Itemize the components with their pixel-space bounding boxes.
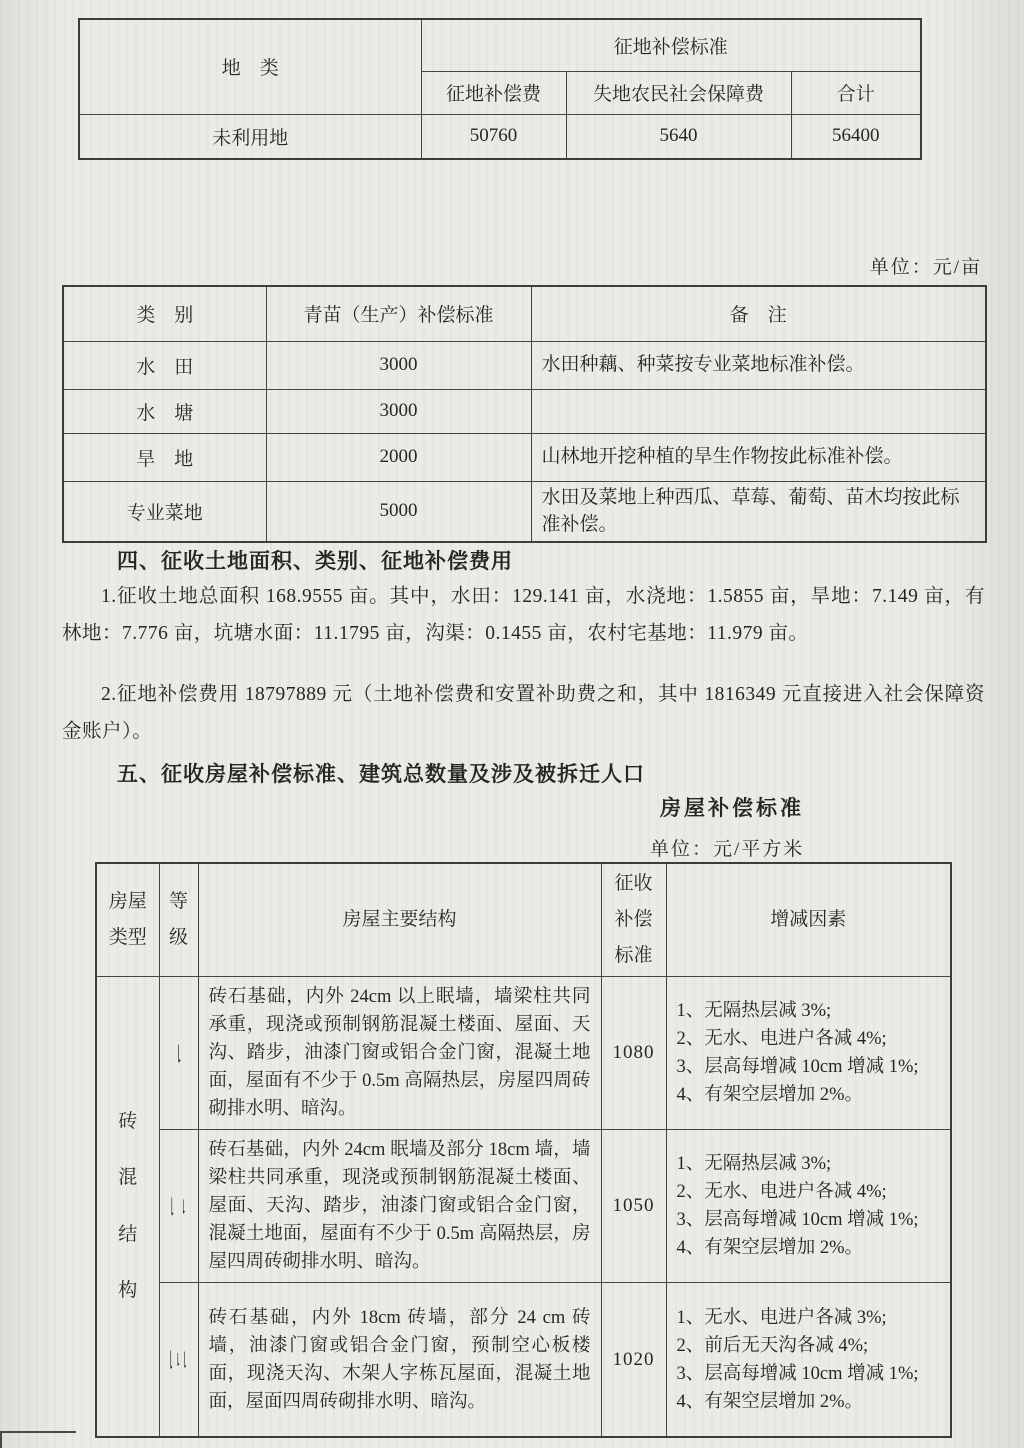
crop-standard-column-header: 青苗（生产）补偿标准: [266, 286, 531, 341]
house-type-cell: 砖混结构: [96, 977, 159, 1437]
category-cell: 水 塘: [63, 389, 266, 433]
land-type-cell: 未利用地: [79, 114, 421, 159]
crop-compensation-table: [62, 285, 987, 543]
standard-cell: 2000: [266, 433, 531, 481]
factor-item: 1、无隔热层减 3%;: [676, 1001, 832, 1022]
table-row: [63, 389, 986, 433]
table-row: [96, 1130, 951, 1283]
structure-column-header: 房屋主要结构: [198, 863, 601, 977]
table-row: [63, 341, 986, 389]
category-cell: 专业菜地: [63, 481, 266, 542]
grade-cell: 一: [159, 977, 198, 1130]
standard-cell: 3000: [266, 389, 531, 433]
standard-value-cell: 1050: [601, 1130, 666, 1283]
remark-cell: 水田及菜地上种西瓜、草莓、葡萄、苗木均按此标准补偿。: [531, 481, 986, 542]
table-row: [96, 977, 951, 1130]
land-type-header: 地 类: [79, 19, 421, 114]
standard-cell: 3000: [266, 341, 531, 389]
total-value-cell: 56400: [791, 114, 921, 159]
section-4-paragraph-2: 2.征地补偿费用 18797889 元（土地补偿费和安置补助费之和，其中 1816349 元直接进入社会保障资金账户）。: [62, 684, 985, 742]
grade-column-header: 等级: [159, 863, 198, 977]
house-compensation-subtitle: 房屋补偿标准: [660, 796, 804, 820]
factors-cell: [666, 1130, 951, 1283]
remark-cell: [531, 389, 986, 433]
remark-cell: 山林地开挖种植的旱生作物按此标准补偿。: [531, 433, 986, 481]
scan-artifact-line: [0, 1431, 76, 1433]
land-compensation-table: [78, 18, 922, 160]
category-cell: 旱 地: [63, 433, 266, 481]
table-row: [79, 19, 921, 71]
grade-cell: 三: [159, 1283, 198, 1437]
factor-item: 4、有架空层增加 2%。: [676, 1391, 864, 1412]
unit-note-yuan-per-sqm: 单位：元/平方米: [650, 839, 805, 860]
structure-cell: 砖石基础，内外 24cm 眠墙及部分 18cm 墙，墙梁柱共同承重，现浇或预制钢筋混凝土楼面、屋面、天沟、踏步，油漆门窗或铝合金门窗，混凝土地面，屋面有不少于 0.5m 高隔热层，房屋四周砖砌排水明、暗沟。: [198, 1130, 601, 1283]
remark-column-header: 备 注: [531, 286, 986, 341]
factor-item: 2、无水、电进户各减 4%;: [676, 1182, 887, 1203]
factors-column-header: 增减因素: [666, 863, 951, 977]
factor-item: 1、无水、电进户各减 3%;: [676, 1307, 887, 1328]
table-row: [63, 481, 986, 542]
factor-item: 4、有架空层增加 2%。: [676, 1085, 864, 1106]
fee-column-header: 征地补偿费: [421, 71, 566, 114]
structure-cell: 砖石基础，内外 18cm 砖墙，部分 24 cm 砖墙，油漆门窗或铝合金门窗，预制空心板楼面，现浇天沟、木架人字栋瓦屋面，混凝土地面，屋面四周砖砌排水明、暗沟。: [198, 1283, 601, 1437]
standard-value-cell: 1020: [601, 1283, 666, 1437]
standard-value-cell: 1080: [601, 977, 666, 1130]
social-value-cell: 5640: [566, 114, 791, 159]
house-compensation-table: [95, 862, 952, 1438]
factors-cell: [666, 1283, 951, 1437]
social-security-column-header: 失地农民社会保障费: [566, 71, 791, 114]
factor-item: 3、层高每增减 10cm 增减 1%;: [676, 1210, 919, 1231]
unit-note-yuan-per-mu: 单位：元/亩: [869, 257, 982, 278]
section-4-heading: 四、征收土地面积、类别、征地补偿费用: [117, 550, 513, 573]
table-row: [79, 114, 921, 159]
factor-item: 3、层高每增减 10cm 增减 1%;: [676, 1363, 919, 1384]
table-row: [96, 863, 951, 977]
table-row: [63, 286, 986, 341]
standard-cell: 5000: [266, 481, 531, 542]
factors-cell: [666, 977, 951, 1130]
compensation-standard-header: 征地补偿标准: [421, 19, 921, 71]
grade-cell: 二: [159, 1130, 198, 1283]
factor-item: 2、无水、电进户各减 4%;: [676, 1029, 887, 1050]
table-row: [96, 1283, 951, 1437]
scan-artifact-line: [0, 1431, 2, 1448]
category-cell: 水 田: [63, 341, 266, 389]
factor-item: 1、无隔热层减 3%;: [676, 1154, 832, 1175]
factor-item: 4、有架空层增加 2%。: [676, 1238, 864, 1259]
section-5-heading: 五、征收房屋补偿标准、建筑总数量及涉及被拆迁人口: [117, 763, 645, 786]
standard-column-header: 征收补偿标准: [601, 863, 666, 977]
category-column-header: 类 别: [63, 286, 266, 341]
table-row: [63, 433, 986, 481]
factor-item: 2、前后无天沟各减 4%;: [676, 1335, 869, 1356]
section-4-paragraph-1: 1.征收土地总面积 168.9555 亩。其中，水田：129.141 亩，水浇地：1.5855 亩，旱地：7.149 亩，有林地：7.776 亩，坑塘水面：11.1795 亩，沟渠：0.1455 亩，农村宅基地：11.979 亩。: [62, 586, 985, 644]
total-column-header: 合计: [791, 71, 921, 114]
fee-value-cell: 50760: [421, 114, 566, 159]
factor-item: 3、层高每增减 10cm 增减 1%;: [676, 1057, 919, 1078]
remark-cell: 水田种藕、种菜按专业菜地标准补偿。: [531, 341, 986, 389]
structure-cell: 砖石基础，内外 24cm 以上眠墙，墙梁柱共同承重，现浇或预制钢筋混凝土楼面、屋面、天沟、踏步，油漆门窗或铝合金门窗，混凝土地面，屋面有不少于 0.5m 高隔热层，房屋四周砖砌排水明、暗沟。: [198, 977, 601, 1130]
house-type-column-header: 房屋类型: [96, 863, 159, 977]
